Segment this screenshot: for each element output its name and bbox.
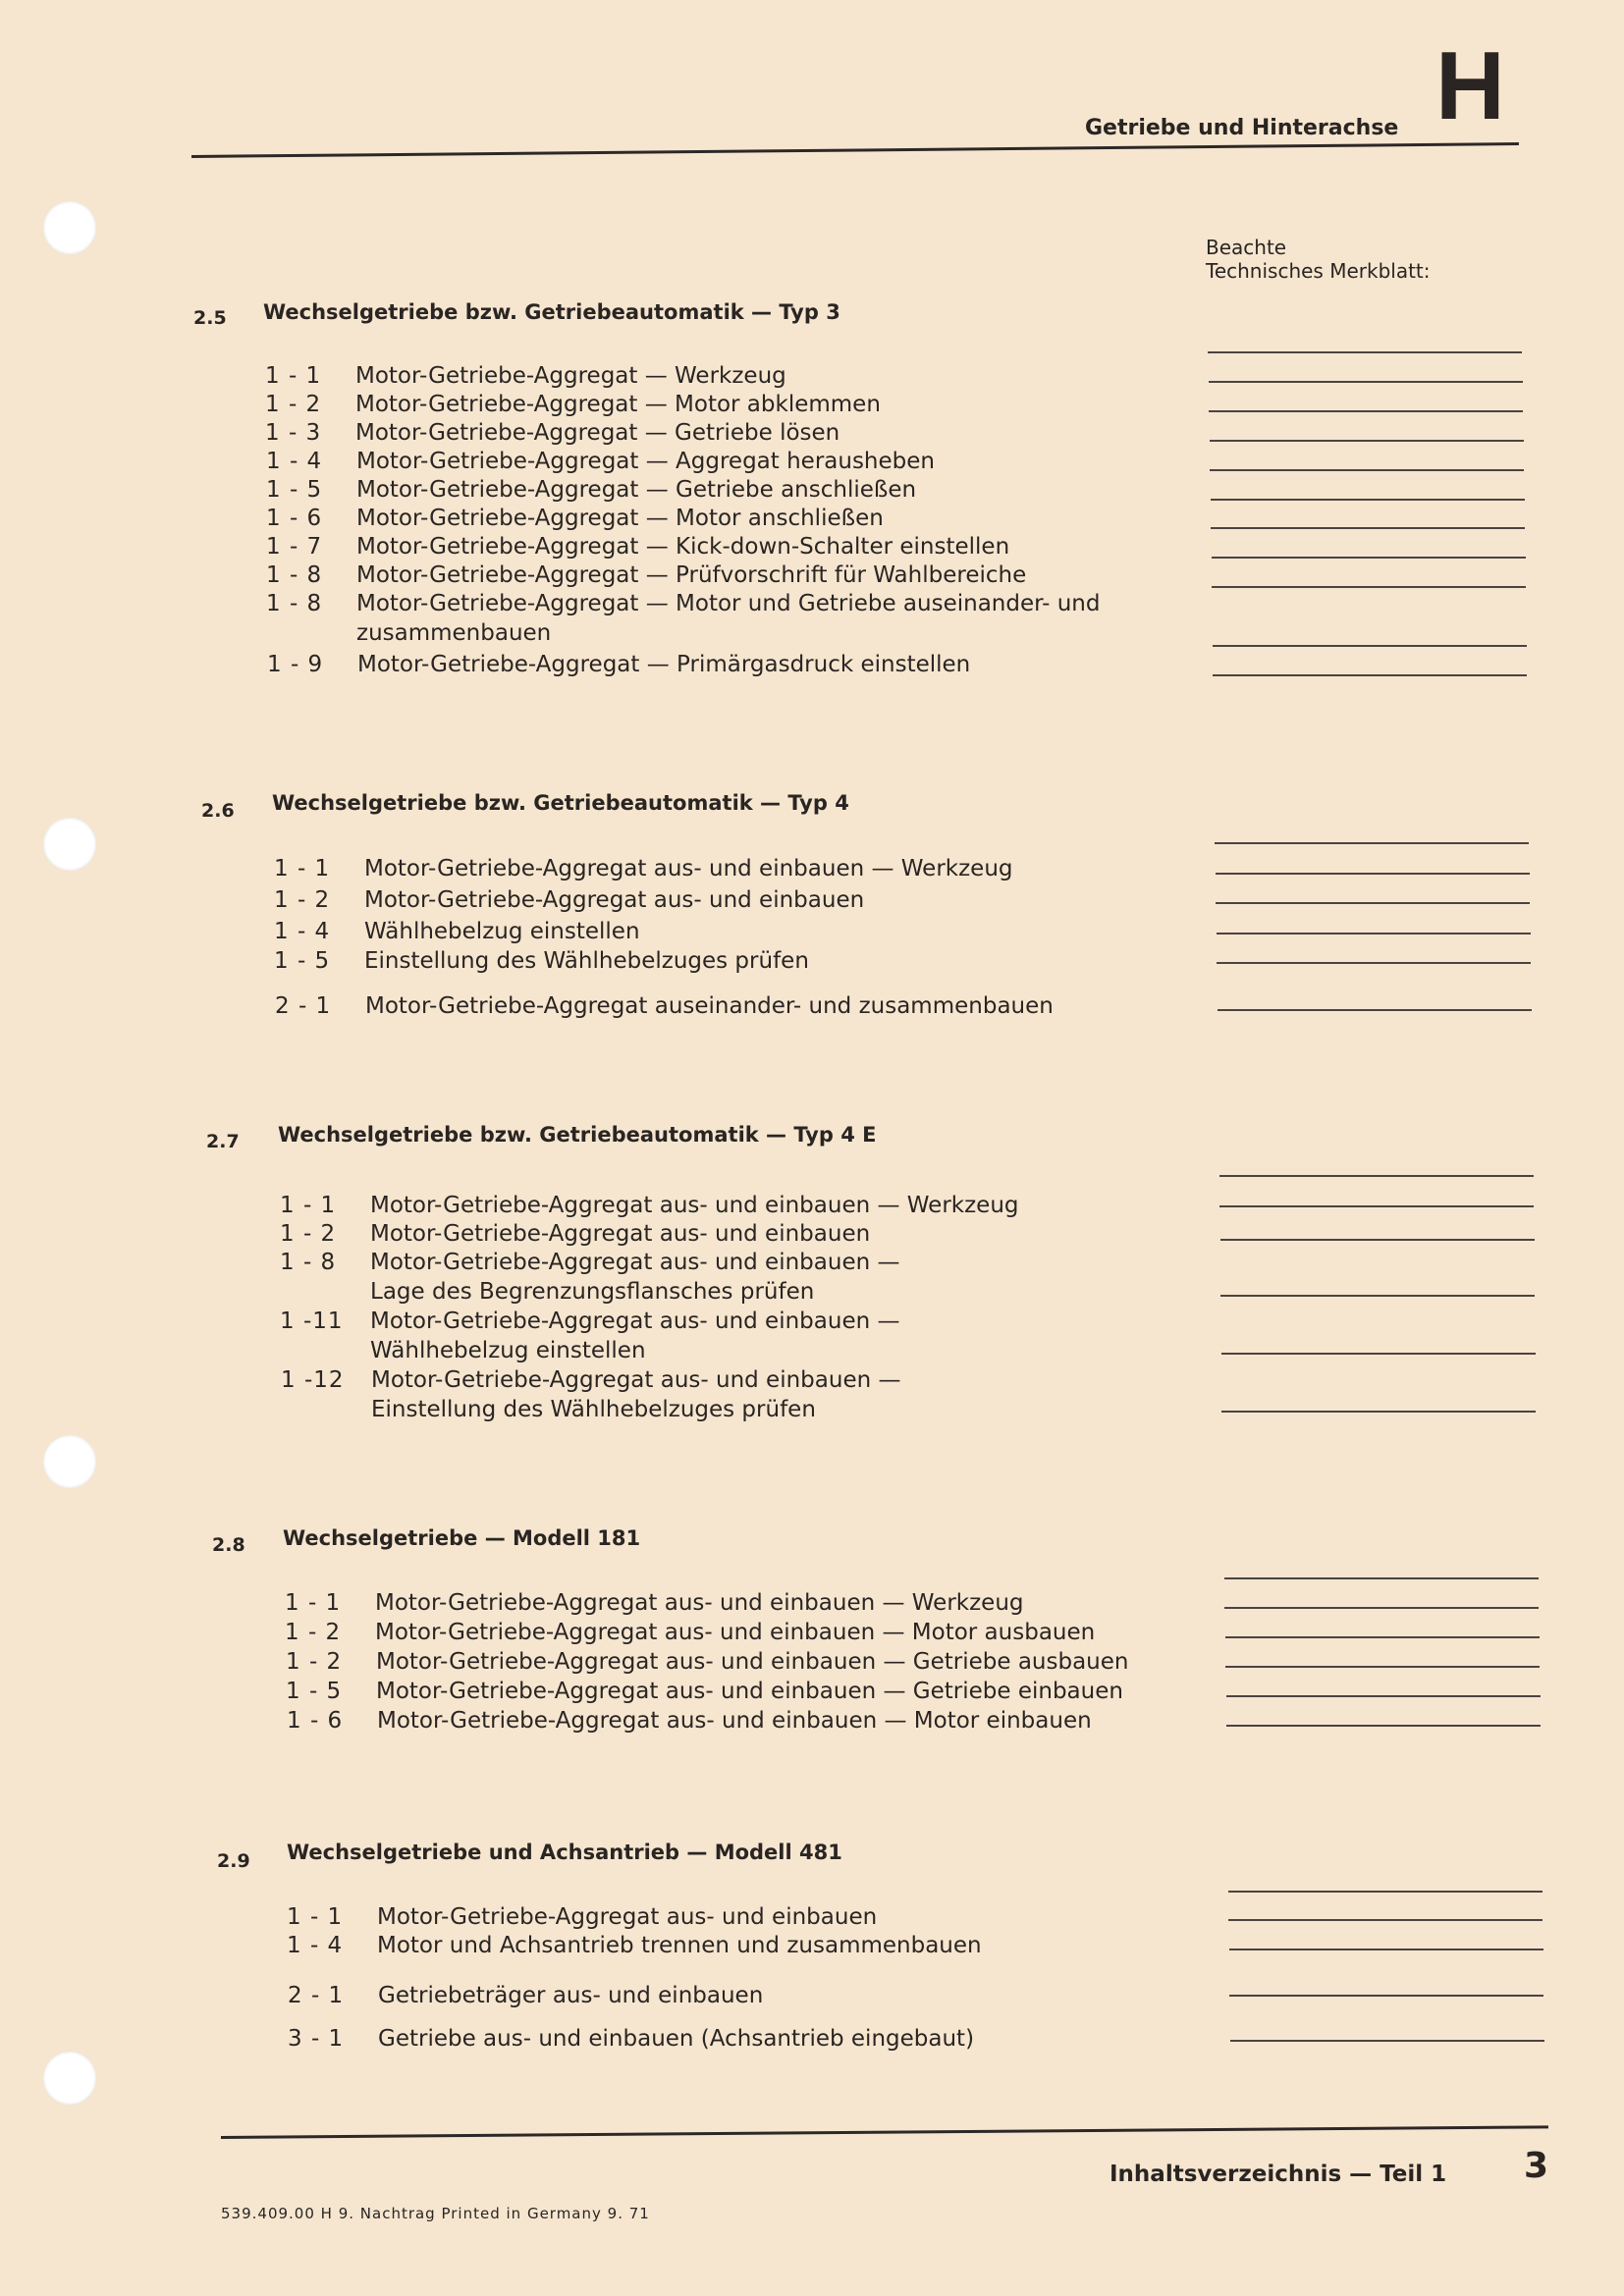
blank-line (1225, 1636, 1540, 1638)
item-code: 2 - 1 (275, 993, 332, 1019)
item-text: Wählhebelzug einstellen (364, 919, 640, 944)
blank-line (1209, 381, 1523, 383)
item-text: Motor-Getriebe-Aggregat — Getriebe lösen (355, 420, 840, 446)
list-item (274, 917, 640, 946)
item-continuation: Einstellung des Wählhebelzuges prüfen (371, 1397, 816, 1422)
item-code: 2 - 1 (288, 1983, 345, 2008)
list-item (265, 361, 786, 391)
blank-line (1217, 933, 1531, 934)
list-item (280, 1248, 899, 1307)
punch-hole (43, 2052, 96, 2105)
blank-line (1225, 1666, 1540, 1668)
blank-line (1213, 645, 1527, 647)
section-title: Wechselgetriebe bzw. Getriebeautomatik — Typ 3 (263, 300, 840, 324)
item-code: 1 - 9 (267, 652, 324, 677)
section-title: Wechselgetriebe bzw. Getriebeautomatik — Typ 4 (272, 791, 849, 815)
item-text: Motor-Getriebe-Aggregat aus- und einbauen — Werkzeug (370, 1193, 1019, 1218)
blank-line (1216, 902, 1530, 904)
section-number: 2.8 (212, 1534, 245, 1556)
list-item (286, 1647, 1129, 1677)
item-code: 1 - 5 (266, 477, 323, 503)
blank-line (1221, 1411, 1536, 1413)
item-code: 1 - 1 (265, 363, 322, 389)
item-code: 1 - 2 (274, 887, 331, 913)
item-code: 1 - 2 (285, 1620, 342, 1645)
imprint: 539.409.00 H 9. Nachtrag Printed in Germany 9. 71 (221, 2205, 650, 2222)
item-text: Motor-Getriebe-Aggregat aus- und einbauen — Getriebe ausbauen (376, 1649, 1129, 1675)
item-code: 1 - 6 (287, 1708, 344, 1734)
item-text: Motor-Getriebe-Aggregat — Werkzeug (355, 363, 786, 389)
item-code: 1 - 1 (274, 856, 331, 881)
list-item (274, 885, 864, 915)
punch-hole (43, 1435, 96, 1488)
list-item (266, 561, 1026, 590)
item-code: 1 - 6 (266, 506, 323, 531)
list-item (287, 1902, 877, 1932)
footer-title: Inhaltsverzeichnis — Teil 1 (1110, 2162, 1447, 2187)
blank-line (1209, 410, 1523, 412)
item-text: Einstellung des Wählhebelzuges prüfen (364, 948, 809, 974)
blank-line (1212, 586, 1526, 588)
list-item (288, 1981, 763, 2010)
list-item (266, 532, 1009, 561)
item-code: 1 - 1 (280, 1193, 337, 1218)
list-item (266, 504, 884, 533)
item-text: Getriebeträger aus- und einbauen (378, 1983, 764, 2008)
item-text: Motor-Getriebe-Aggregat aus- und einbauen — Getriebe einbauen (376, 1679, 1123, 1704)
blank-line (1229, 1995, 1543, 1997)
item-text: Motor-Getriebe-Aggregat aus- und einbauen — Werkzeug (364, 856, 1013, 881)
list-item (275, 991, 1054, 1021)
item-code: 1 - 7 (266, 534, 323, 560)
list-item (265, 418, 839, 448)
item-text: Motor-Getriebe-Aggregat — Motor abklemmen (355, 392, 881, 417)
item-code: 3 - 1 (288, 2026, 345, 2052)
item-continuation: zusammenbauen (356, 620, 552, 646)
blank-line (1219, 1205, 1534, 1207)
list-item (265, 390, 881, 419)
blank-line (1219, 1175, 1534, 1177)
item-code: 1 - 8 (266, 562, 323, 588)
blank-line (1230, 2040, 1544, 2042)
blank-line (1220, 1295, 1535, 1297)
item-code: 1 - 4 (274, 919, 331, 944)
blank-line (1226, 1695, 1541, 1697)
blank-line (1213, 674, 1527, 676)
blank-line (1224, 1607, 1539, 1609)
list-item (280, 1191, 1019, 1220)
item-code: 1 - 5 (274, 948, 331, 974)
blank-line (1211, 499, 1525, 501)
item-text: Motor-Getriebe-Aggregat — Primärgasdruck einstellen (357, 652, 971, 677)
list-item (287, 1706, 1092, 1735)
section-title: Wechselgetriebe — Modell 181 (283, 1526, 641, 1550)
item-text: Motor-Getriebe-Aggregat — Aggregat herausheben (356, 449, 935, 474)
list-item (280, 1307, 899, 1365)
item-text: Motor-Getriebe-Aggregat — Prüfvorschrift für Wahlbereiche (356, 562, 1027, 588)
item-text: Getriebe aus- und einbauen (Achsantrieb eingebaut) (378, 2026, 975, 2052)
header-title: Getriebe und Hinterachse (1085, 116, 1399, 140)
section-letter: H (1435, 31, 1505, 139)
item-text: Motor-Getriebe-Aggregat aus- und einbauen (377, 1904, 878, 1930)
blank-line (1215, 842, 1529, 844)
item-code: 1 - 8 (266, 591, 323, 616)
section-title: Wechselgetriebe bzw. Getriebeautomatik — Typ 4 E (278, 1123, 877, 1147)
item-code: 1 - 2 (265, 392, 322, 417)
blank-line (1212, 557, 1526, 559)
section-number: 2.7 (206, 1131, 240, 1152)
note-line-1: Beachte (1206, 236, 1287, 259)
item-code: 1 - 4 (266, 449, 323, 474)
item-code: 1 - 2 (280, 1221, 337, 1247)
item-code: 1 - 3 (265, 420, 322, 446)
list-item (274, 946, 809, 976)
note-label (1206, 236, 1431, 283)
section-number: 2.6 (201, 800, 235, 822)
list-item (287, 1931, 982, 1960)
item-text: Motor-Getriebe-Aggregat aus- und einbauen — (370, 1250, 900, 1275)
blank-line (1228, 1891, 1543, 1893)
item-text: Motor und Achsantrieb trennen und zusammenbauen (377, 1933, 982, 1958)
item-text: Motor-Getriebe-Aggregat aus- und einbauen (364, 887, 865, 913)
blank-line (1210, 440, 1524, 442)
item-code: 1 - 2 (286, 1649, 343, 1675)
item-text: Motor-Getriebe-Aggregat auseinander- und zusammenbauen (365, 993, 1054, 1019)
blank-line (1220, 1239, 1535, 1241)
footer-rule (221, 2125, 1548, 2139)
blank-line (1221, 1353, 1536, 1355)
list-item (266, 589, 1100, 648)
section-title: Wechselgetriebe und Achsantrieb — Modell 481 (287, 1841, 842, 1864)
item-text: Motor-Getriebe-Aggregat aus- und einbauen — Motor einbauen (377, 1708, 1092, 1734)
list-item (280, 1219, 870, 1249)
item-code: 1 - 8 (280, 1250, 337, 1275)
list-item (285, 1618, 1095, 1647)
item-text: Motor-Getriebe-Aggregat aus- und einbauen — (370, 1308, 900, 1334)
blank-line (1224, 1577, 1539, 1579)
punch-hole (43, 201, 96, 254)
item-text: Motor-Getriebe-Aggregat aus- und einbauen — Motor ausbauen (375, 1620, 1096, 1645)
blank-line (1228, 1919, 1543, 1921)
list-item (288, 2024, 974, 2054)
item-code: 1 - 1 (287, 1904, 344, 1930)
section-number: 2.9 (217, 1850, 250, 1872)
blank-line (1210, 469, 1524, 471)
item-text: Motor-Getriebe-Aggregat — Kick-down-Schalter einstellen (356, 534, 1010, 560)
list-item (274, 854, 1013, 883)
item-continuation: Lage des Begrenzungsflansches prüfen (370, 1279, 815, 1305)
item-text: Motor-Getriebe-Aggregat — Motor und Getriebe auseinander- und (356, 591, 1101, 616)
list-item (281, 1365, 900, 1424)
item-code: 1 -12 (281, 1367, 345, 1393)
item-continuation: Wählhebelzug einstellen (370, 1338, 646, 1363)
punch-hole (43, 818, 96, 871)
item-text: Motor-Getriebe-Aggregat — Motor anschließen (356, 506, 884, 531)
list-item (286, 1677, 1123, 1706)
item-code: 1 - 1 (285, 1590, 342, 1616)
item-text: Motor-Getriebe-Aggregat aus- und einbauen — Werkzeug (375, 1590, 1024, 1616)
note-line-2: Technisches Merkblatt: (1206, 259, 1431, 283)
item-text: Motor-Getriebe-Aggregat aus- und einbauen — (371, 1367, 901, 1393)
item-text: Motor-Getriebe-Aggregat aus- und einbauen (370, 1221, 871, 1247)
blank-line (1218, 1009, 1532, 1011)
blank-line (1226, 1725, 1541, 1727)
blank-line (1217, 962, 1531, 964)
item-code: 1 - 4 (287, 1933, 344, 1958)
list-item (267, 650, 970, 679)
blank-line (1229, 1949, 1543, 1950)
list-item (266, 475, 916, 505)
header-rule (191, 142, 1519, 158)
page-number: 3 (1524, 2146, 1549, 2186)
item-code: 1 -11 (280, 1308, 344, 1334)
list-item (266, 447, 935, 476)
item-code: 1 - 5 (286, 1679, 343, 1704)
list-item (285, 1588, 1024, 1618)
blank-line (1216, 873, 1530, 875)
section-number: 2.5 (193, 307, 227, 329)
item-text: Motor-Getriebe-Aggregat — Getriebe anschließen (356, 477, 917, 503)
blank-line (1211, 527, 1525, 529)
blank-line (1208, 351, 1522, 353)
